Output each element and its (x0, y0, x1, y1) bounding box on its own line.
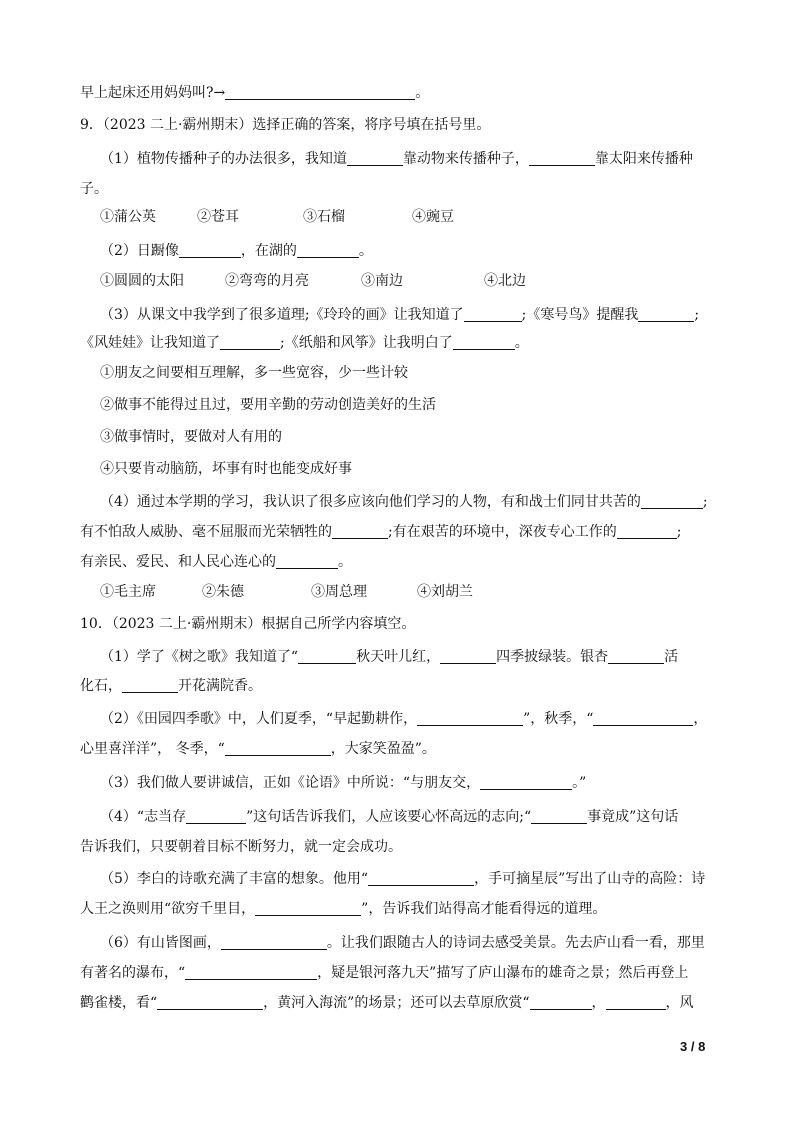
q9-p1-text-b: 靠动物来传播种子， (402, 151, 529, 167)
answer-blank[interactable] (225, 85, 415, 100)
q10-p3-text-b: 。” (572, 775, 587, 791)
q10-p5-text-b: ，手可摘星辰”写出了山寺的高险：诗 (474, 871, 706, 887)
q10-p2-line1 (100, 710, 707, 728)
q10-p4-text-b: ”这句话告诉我们，人应该要心怀高远的志向;“ (246, 809, 532, 825)
q9-p3-text-b: ;《寒号鸟》提醒我 (521, 307, 639, 323)
q10-p6-line2 (80, 964, 688, 982)
q10-p4-text-a: （4）“志当存 (100, 809, 187, 825)
answer-blank[interactable] (593, 711, 693, 726)
answer-blank[interactable] (617, 524, 677, 539)
q9-p2-text-b: ，在湖的 (240, 243, 297, 259)
q9-p3-text-a: （3）从课文中我学到了很多道理;《玲玲的画》让我知道了 (100, 307, 464, 323)
q10-title: 10．（2023 二上·霸州期末）根据自己所学内容填空。 (80, 616, 416, 632)
q10-p1-text-b: 秋天叶儿红， (356, 649, 441, 665)
q9-opt2-d: ④北边 (484, 273, 526, 289)
answer-blank[interactable] (529, 151, 595, 166)
answer-blank[interactable] (347, 151, 403, 166)
answer-blank[interactable] (225, 741, 331, 756)
q9-opt1-a: ①蒲公英 (100, 209, 156, 225)
answer-blank[interactable] (298, 649, 356, 664)
q9-opt3-b: ②做事不能得过且过，要用辛勤的劳动创造美好的生活 (100, 397, 436, 413)
q9-p1-line2: 子。 (80, 181, 108, 197)
q9-p3-text-f: 。 (514, 335, 529, 351)
page-number: 3 / 8 (680, 1039, 706, 1054)
answer-blank[interactable] (185, 965, 317, 980)
answer-blank[interactable] (531, 809, 587, 824)
q9-opt4-c: ③周总理 (311, 584, 367, 600)
q8-tail-end: 。 (415, 85, 430, 101)
q10-p1-text-c: 四季披绿装。银杏 (496, 649, 609, 665)
q8-tail-text: 早上起床还用妈妈叫?→ (80, 85, 226, 101)
answer-blank[interactable] (157, 995, 263, 1010)
q9-opt3-a: ①朋友之间要相互理解，多一些宽容，少一些计较 (100, 365, 408, 381)
answer-blank[interactable] (464, 307, 522, 322)
q9-p4-text-f: 有亲民、爱民、和人民心连心的 (80, 554, 276, 570)
q10-p1-line2 (80, 677, 262, 695)
answer-blank[interactable] (186, 809, 246, 824)
answer-blank[interactable] (638, 307, 694, 322)
q9-p4-line3 (80, 553, 352, 571)
q8-tail-line (80, 84, 429, 102)
answer-blank[interactable] (221, 935, 327, 950)
q10-p6-text-b: 。让我们跟随古人的诗词去感受美景。先去庐山看一看，那里 (326, 935, 705, 951)
q9-p3-text-d: 《风娃娃》让我知道了 (80, 335, 220, 351)
q9-p4-text-d: ;有在艰苦的环境中，深夜专心工作的 (388, 524, 617, 540)
q9-opt4-b: ②朱德 (202, 584, 244, 600)
q9-opt2-a: ①圆圆的太阳 (100, 273, 184, 289)
q10-p6-text-e: 鹳雀楼，看“ (80, 995, 158, 1011)
answer-blank[interactable] (122, 678, 178, 693)
answer-blank[interactable] (417, 711, 523, 726)
answer-blank[interactable] (332, 524, 388, 539)
q9-opt3-d: ④只要肯动脑筋，坏事有时也能变成好事 (100, 461, 352, 477)
q10-p2-text-e: ，大家笑盈盈”。 (330, 741, 436, 757)
q10-p4-text-c: 事竟成”这句话 (587, 809, 679, 825)
q9-p1-text-c: 靠太阳来传播种 (594, 151, 693, 167)
q10-p2-text-d: 心里喜洋洋”， 冬季，“ (80, 741, 225, 757)
q10-p1-text-f: 开花满院香。 (178, 678, 262, 694)
q10-p5-line2 (80, 900, 606, 918)
q10-p2-line2 (80, 740, 436, 758)
q9-p1-line1 (100, 150, 693, 168)
q9-p4-line2 (80, 523, 681, 541)
q10-p6-line3 (80, 994, 694, 1012)
answer-blank[interactable] (608, 649, 664, 664)
q10-p4-line2: 告诉我们，只要朝着目标不断努力，就一定会成功。 (80, 839, 402, 855)
answer-blank[interactable] (480, 775, 572, 790)
q9-p3-text-e: ;《纸船和风筝》让我明白了 (280, 335, 453, 351)
q9-opt2-b: ②弯弯的月亮 (225, 273, 309, 289)
answer-blank[interactable] (297, 243, 359, 258)
q9-p1-text-a: （1）植物传播种子的办法很多，我知道 (100, 151, 347, 167)
q9-opt1-c: ③石榴 (303, 209, 345, 225)
q9-p2-text-c: 。 (358, 243, 373, 259)
q10-p5-text-a: （5）李白的诗歌充满了丰富的想象。他用“ (100, 871, 369, 887)
q10-p1-line1 (100, 648, 678, 666)
q10-p6-line1 (100, 934, 705, 952)
q9-opt4-a: ①毛主席 (100, 584, 156, 600)
q10-p5-line1 (100, 870, 705, 888)
q9-opt1-b: ②苍耳 (197, 209, 239, 225)
q9-p2-text-a: （2）日蹰像 (100, 243, 179, 259)
q9-title: 9．（2023 二上·霸州期末）选择正确的答案，将序号填在括号里。 (80, 117, 491, 133)
q10-p6-text-a: （6）有山皆图画， (100, 935, 221, 951)
q10-p4-line1 (100, 808, 678, 826)
q10-p2-text-a: （2）《田园四季歌》中，人们夏季，“早起勤耕作， (100, 711, 418, 727)
answer-blank[interactable] (641, 494, 703, 509)
q9-p3-line1 (100, 306, 699, 324)
q10-p5-text-d: ”，告诉我们站得高才能看得远的道理。 (361, 901, 607, 917)
q9-p4-text-a: （4）通过本学期的学习，我认识了很多应该向他们学习的人物，有和战士们同甘共苦的 (100, 494, 641, 510)
q9-p4-text-e: ; (676, 524, 682, 540)
q10-p1-text-d: 活 (664, 649, 679, 665)
q10-p6-text-f: ，黄河入海流”的场景；还可以去草原欣赏“ (263, 995, 530, 1011)
q9-opt1-d: ④豌豆 (412, 209, 454, 225)
q10-p6-text-d: ，疑是银河落九天”描写了庐山瀑布的雄奇之景；然后再登上 (317, 965, 689, 981)
q9-p3-line2 (80, 334, 529, 352)
q10-p3-line (100, 774, 586, 792)
q10-p3-text-a: （3）我们做人要讲诚信，正如《论语》中所说：“与朋友交， (100, 775, 481, 791)
q9-opt3-c: ③做事情时，要做对人有用的 (100, 429, 282, 445)
answer-blank[interactable] (606, 995, 666, 1010)
answer-blank[interactable] (368, 871, 474, 886)
q10-p6-text-c: 有著名的瀑布，“ (80, 965, 186, 981)
q9-p2-line (100, 242, 373, 260)
answer-blank[interactable] (179, 243, 241, 258)
q10-p6-text-g: ， (591, 995, 606, 1011)
q10-p1-text-e: 化石， (80, 678, 122, 694)
answer-blank[interactable] (440, 649, 496, 664)
answer-blank[interactable] (453, 335, 515, 350)
q10-p6-text-h: ，风 (665, 995, 694, 1011)
q9-opt2-c: ③南边 (361, 273, 403, 289)
answer-blank[interactable] (255, 901, 361, 916)
q10-p2-text-b: ”，秋季，“ (523, 711, 594, 727)
q10-p5-text-c: 人王之涣则用“欲穷千里目， (80, 901, 256, 917)
answer-blank[interactable] (530, 995, 592, 1010)
q9-opt4-d: ④刘胡兰 (417, 584, 473, 600)
answer-blank[interactable] (220, 335, 280, 350)
q9-p4-text-c: 有不怕敌人威胁、毫不屈服而光荣牺牲的 (80, 524, 332, 540)
q9-p4-text-b: ; (702, 494, 708, 510)
q9-p4-text-g: 。 (338, 554, 352, 570)
q9-p4-line1 (100, 493, 708, 511)
q9-p3-text-c: ; (694, 307, 700, 323)
answer-blank[interactable] (276, 554, 338, 569)
q10-p2-text-c: ， (693, 711, 708, 727)
q10-p1-text-a: （1）学了《树之歌》我知道了“ (100, 649, 299, 665)
